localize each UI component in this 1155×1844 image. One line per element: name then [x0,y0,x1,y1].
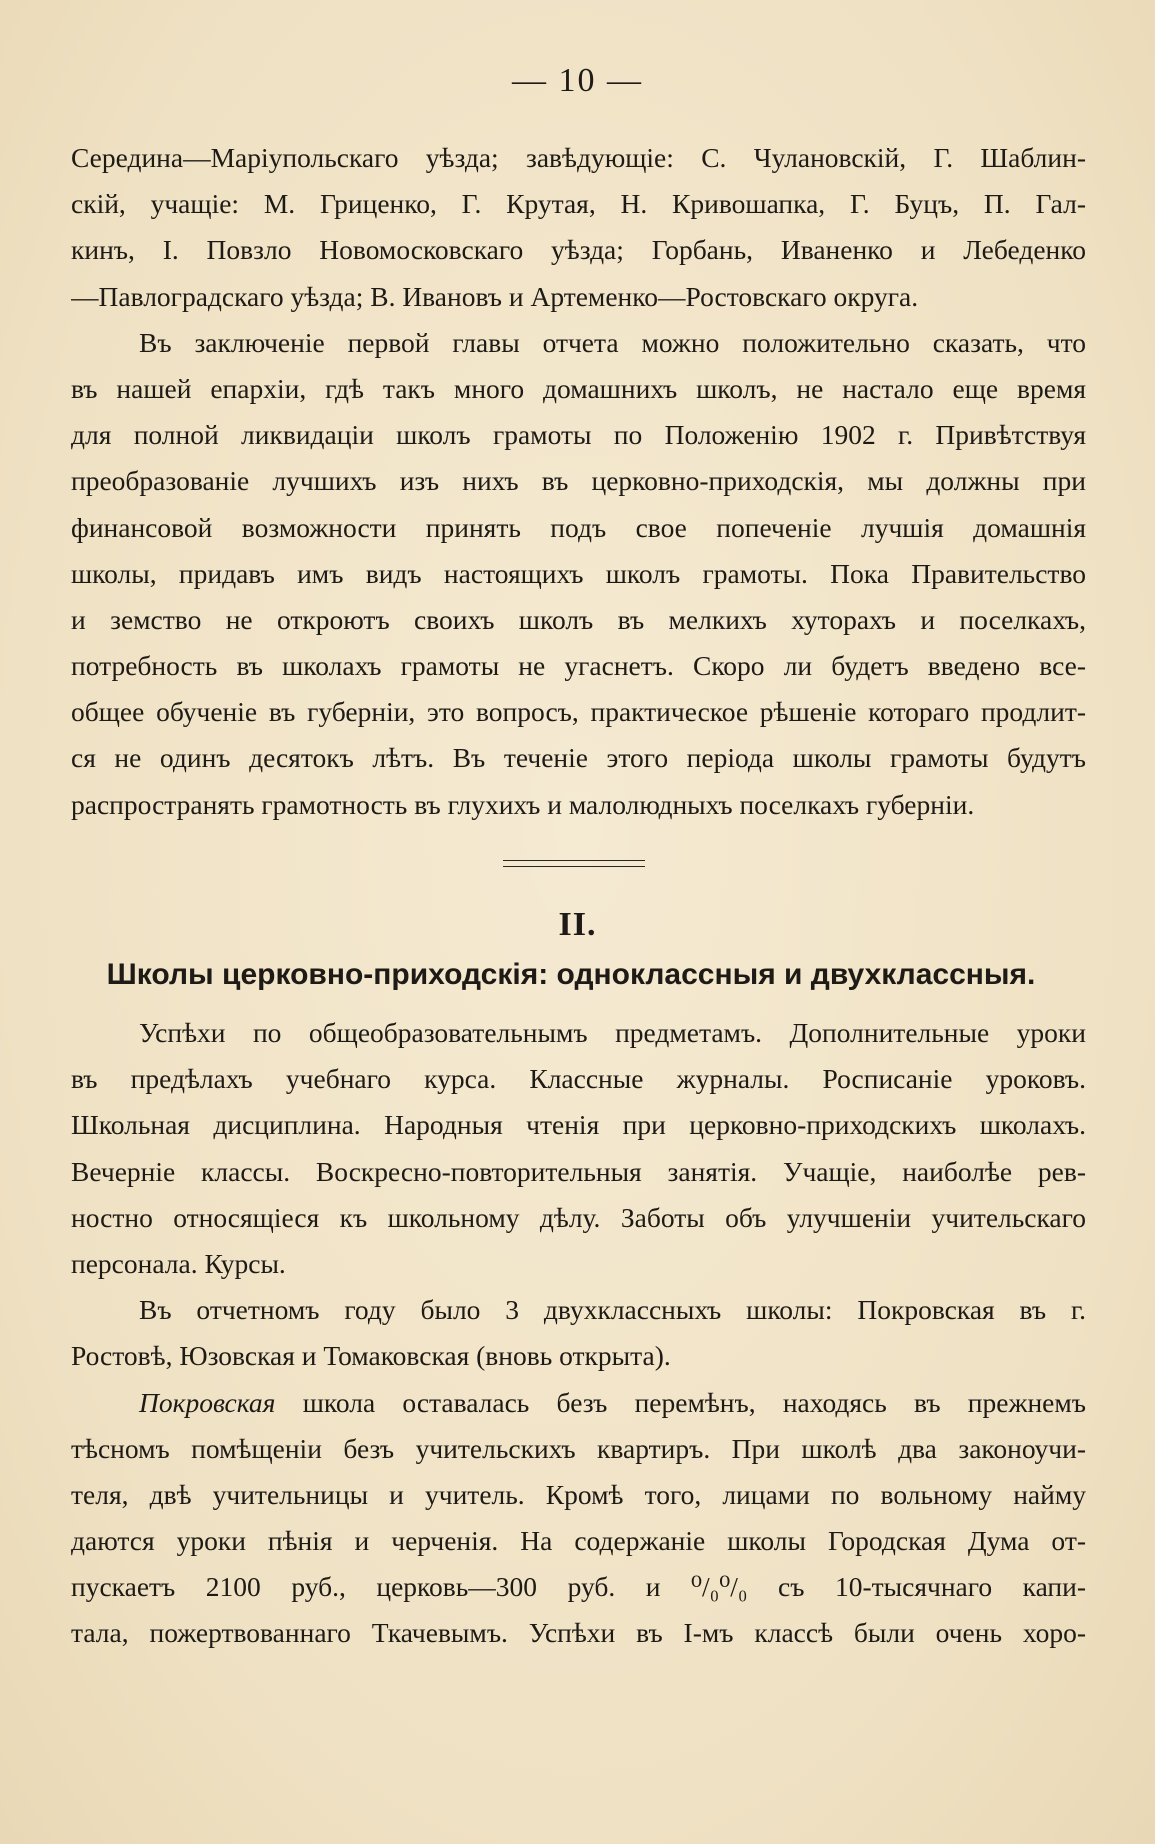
text-line: и земство не откроютъ своихъ школъ въ мелкихъ хуторахъ и поселкахъ, [71,603,1086,635]
text-line: Успѣхи по общеобразовательнымъ предметамъ. Дополнительные уроки [139,1017,1086,1048]
text-line: ся не одинъ десятокъ лѣтъ. Въ теченіе этого періода школы грамоты будутъ [71,742,1086,774]
text-line: Ростовѣ, Юзовская и Томаковская (вновь открыта). [71,1340,671,1372]
text-line: кинъ, І. Повзло Новомосковскаго уѣзда; Горбань, Иваненко и Лебеденко [71,234,1086,266]
section-divider-bottom [503,866,645,867]
text-line: для полной ликвидаціи школъ грамоты по Положенію 1902 г. Привѣтствуя [71,419,1086,451]
text-line: Вечерніе классы. Воскресно-повторительныя занятія. Учащіе, наиболѣе рев- [71,1155,1086,1187]
text-line: Въ отчетномъ году было 3 двухклассныхъ школы: Покровская въ г. [139,1294,1086,1326]
line-text: школа оставалась безъ перемѣнъ, находясь въ прежнемъ [275,1386,1086,1418]
text-line: ностно относящіеся къ школьному дѣлу. Заботы объ улучшеніи учительскаго [71,1201,1086,1233]
text-line: потребность въ школахъ грамоты не угаснетъ. Скоро ли будетъ введено все- [71,650,1086,682]
text-block-bottom [71,1010,1086,1657]
text-line: распространять грамотность въ глухихъ и малолюдныхъ поселкахъ губерніи. [71,788,975,820]
text-block-top [71,135,1086,828]
text-line: общее обученіе въ губерніи, это вопросъ, практическое рѣшеніе котораго продлит- [71,696,1086,728]
text-line: персонала. Курсы. [71,1247,286,1279]
text-line: тала, пожертвованнаго Ткачевымъ. Успѣхи въ І-мъ классѣ были очень хоро- [71,1617,1086,1649]
text-line: Въ заключеніе первой главы отчета можно положительно сказать, что [139,326,1086,358]
text-line: финансовой возможности принять подъ свое попеченіе лучшія домашнія [71,511,1086,543]
text-line: пускаетъ 2100 руб., церковь—300 руб. и ⁰/₀⁰/₀ съ 10-тысячнаго капи- [71,1571,1086,1603]
text-line: теля, двѣ учительницы и учитель. Кромѣ того, лицами по вольному найму [71,1478,1086,1510]
text-line: —Павлоградскаго уѣзда; В. Ивановъ и Артеменко—Ростовскаго округа. [71,280,919,312]
text-line: скій, учащіе: М. Гриценко, Г. Крутая, Н. Кривошапка, Г. Буцъ, П. Гал- [71,188,1086,220]
text-line: даются уроки пѣнія и черченія. На содержаніе школы Городская Дума от- [71,1525,1086,1557]
text-line: въ нашей епархіи, гдѣ такъ много домашнихъ школъ, не настало еще время [71,372,1086,404]
section-numeral: II. [558,906,597,943]
italic-lead: Покровская [139,1386,276,1418]
text-line [71,1380,1086,1426]
text-line: тѣсномъ помѣщеніи безъ учительскихъ квартиръ. При школѣ два законоучи- [71,1432,1086,1464]
page-number: — 10 — [512,62,643,99]
section-heading: Школы церковно-приходскія: одноклассныя и двухклассныя. [106,958,1036,991]
text-line: преобразованіе лучшихъ изъ нихъ въ церковно-приходскія, мы должны при [71,465,1086,497]
text-line: Середина—Маріупольскаго уѣзда; завѣдующіе: С. Чулановскій, Г. Шаблин- [71,142,1086,173]
section-divider-top [503,860,645,861]
text-line: Школьная дисциплина. Народныя чтенія при церковно-приходскихъ школахъ. [71,1109,1086,1141]
text-line: школы, придавъ имъ видъ настоящихъ школъ грамоты. Пока Правительство [71,557,1086,589]
text-line: въ предѣлахъ учебнаго курса. Классные журналы. Росписаніе уроковъ. [71,1063,1086,1095]
